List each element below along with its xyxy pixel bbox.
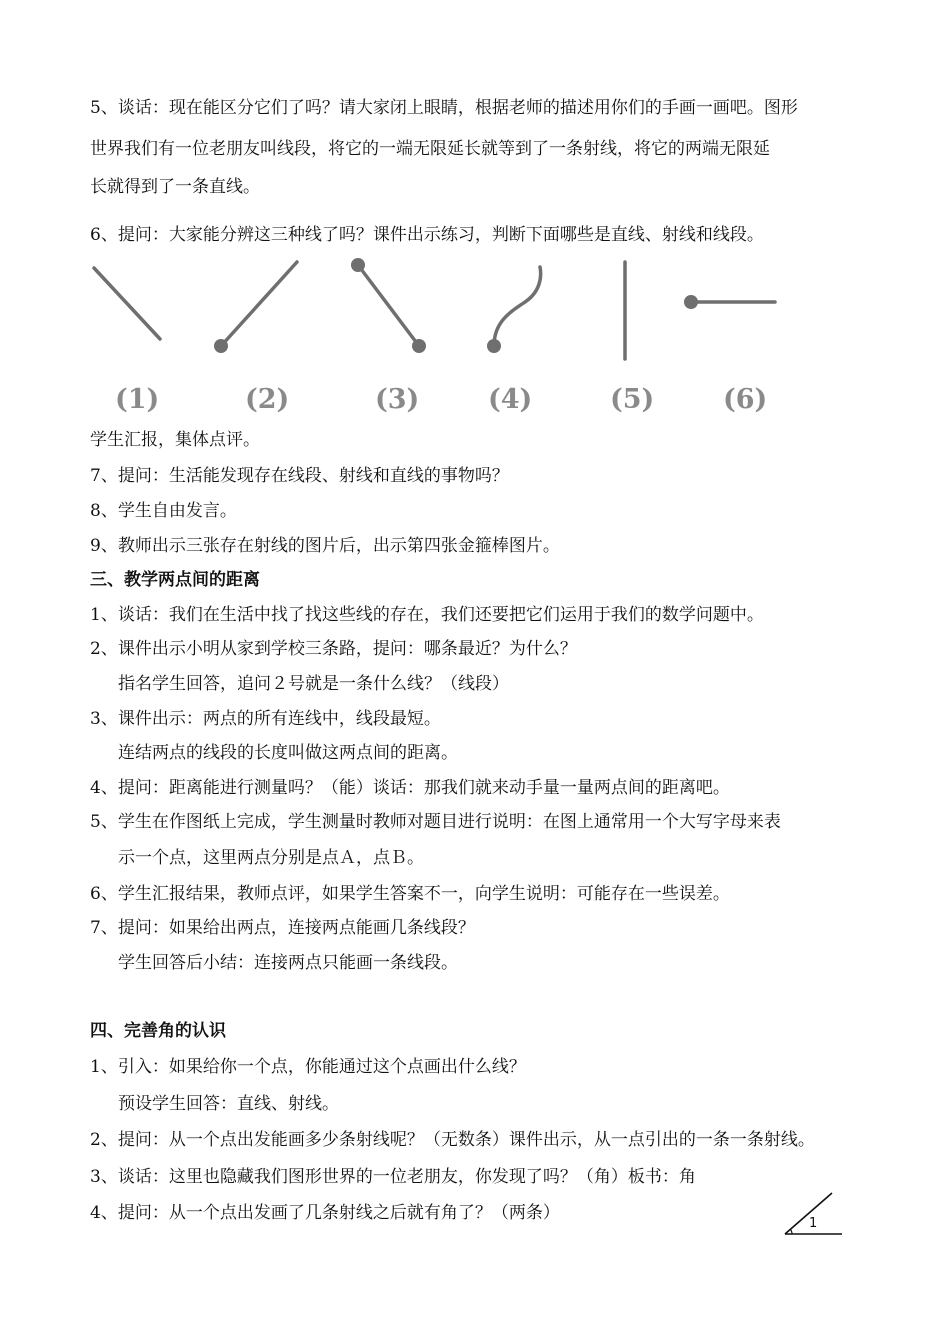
- section-4-item-1: 1、引入：如果给你一个点，你能通过这个点画出什么线？: [90, 1057, 526, 1077]
- section-3-item-3: 3、课件出示：两点的所有连线中，线段最短。: [90, 709, 441, 729]
- figure-2-endpoint: [214, 339, 228, 353]
- paragraph-6-question: 6、提问：大家能分辨这三种线了吗？课件出示练习，判断下面哪些是直线、射线和线段。: [90, 225, 764, 245]
- line-types-drawing: [80, 252, 800, 382]
- figure-3-endpoint-b: [412, 339, 426, 353]
- figure-label-6: (6): [723, 384, 768, 415]
- section-3-item-4: 4、提问：距离能进行测量吗？（能）谈话：那我们就来动手量一量两点间的距离吧。: [90, 778, 730, 798]
- paragraph-7-question: 7、提问：生活能发现存在线段、射线和直线的事物吗？: [90, 466, 509, 486]
- line-types-figure: [80, 252, 800, 427]
- student-report-line: 学生汇报，集体点评。: [90, 430, 260, 450]
- figure-label-5: (5): [610, 384, 655, 415]
- figure-label-2: (2): [245, 384, 290, 415]
- figure-4-curve: [494, 267, 541, 346]
- paragraph-9: 9、教师出示三张存在射线的图片后，出示第四张金箍棒图片。: [90, 536, 560, 556]
- section-3-heading: 三、教学两点间的距离: [90, 570, 260, 590]
- figure-1-line: [94, 268, 160, 339]
- figure-label-3: (3): [375, 384, 420, 415]
- figure-2-ray: [221, 262, 297, 346]
- section-3-item-5-cont: 示一个点，这里两点分别是点Ａ，点Ｂ。: [118, 848, 424, 868]
- figure-label-1: (1): [115, 384, 160, 415]
- section-3-item-2: 2、课件出示小明从家到学校三条路，提问：哪条最近？为什么？: [90, 639, 577, 659]
- paragraph-5-cont-2: 长就得到了一条直线。: [90, 177, 260, 197]
- figure-4-endpoint: [487, 339, 501, 353]
- section-4-item-3: 3、谈话：这里也隐藏我们图形世界的一位老朋友，你发现了吗？（角）板书：角: [90, 1167, 696, 1187]
- section-3-item-6: 6、学生汇报结果，教师点评，如果学生答案不一，向学生说明：可能存在一些误差。: [90, 884, 730, 904]
- paragraph-5-talk: 5、谈话：现在能区分它们了吗？请大家闭上眼睛，根据老师的描述用你们的手画一画吧。图形: [90, 98, 798, 118]
- section-3-item-5: 5、学生在作图纸上完成，学生测量时教师对题目进行说明：在图上通常用一个大写字母来表: [90, 812, 781, 832]
- angle-diagram: [780, 1180, 850, 1240]
- section-4-item-2: 2、提问：从一个点出发能画多少条射线呢？（无数条）课件出示，从一点引出的一条一条射线。: [90, 1130, 815, 1150]
- figure-3-segment: [358, 265, 419, 346]
- figure-label-4: (4): [488, 384, 533, 415]
- section-4-item-1-sub: 预设学生回答：直线、射线。: [118, 1094, 339, 1114]
- angle-mark-label: 1: [809, 1216, 818, 1231]
- section-4-item-4: 4、提问：从一个点出发画了几条射线之后就有角了？（两条）: [90, 1203, 560, 1223]
- section-3-item-1: 1、谈话：我们在生活中找了找这些线的存在，我们还要把它们运用于我们的数学问题中。: [90, 605, 764, 625]
- section-3-item-7: 7、提问：如果给出两点，连接两点能画几条线段？: [90, 918, 475, 938]
- section-3-item-2-sub: 指名学生回答，追问２号就是一条什么线？（线段）: [118, 674, 509, 694]
- section-4-heading: 四、完善角的认识: [90, 1021, 226, 1041]
- figure-3-endpoint-a: [351, 258, 365, 272]
- paragraph-5-cont-1: 世界我们有一位老朋友叫线段，将它的一端无限延长就等到了一条射线，将它的两端无限延: [90, 139, 770, 159]
- section-3-item-7-sub: 学生回答后小结：连接两点只能画一条线段。: [118, 953, 458, 973]
- section-3-item-3-sub: 连结两点的线段的长度叫做这两点间的距离。: [118, 743, 458, 763]
- figure-6-endpoint: [684, 295, 698, 309]
- paragraph-8: 8、学生自由发言。: [90, 501, 237, 521]
